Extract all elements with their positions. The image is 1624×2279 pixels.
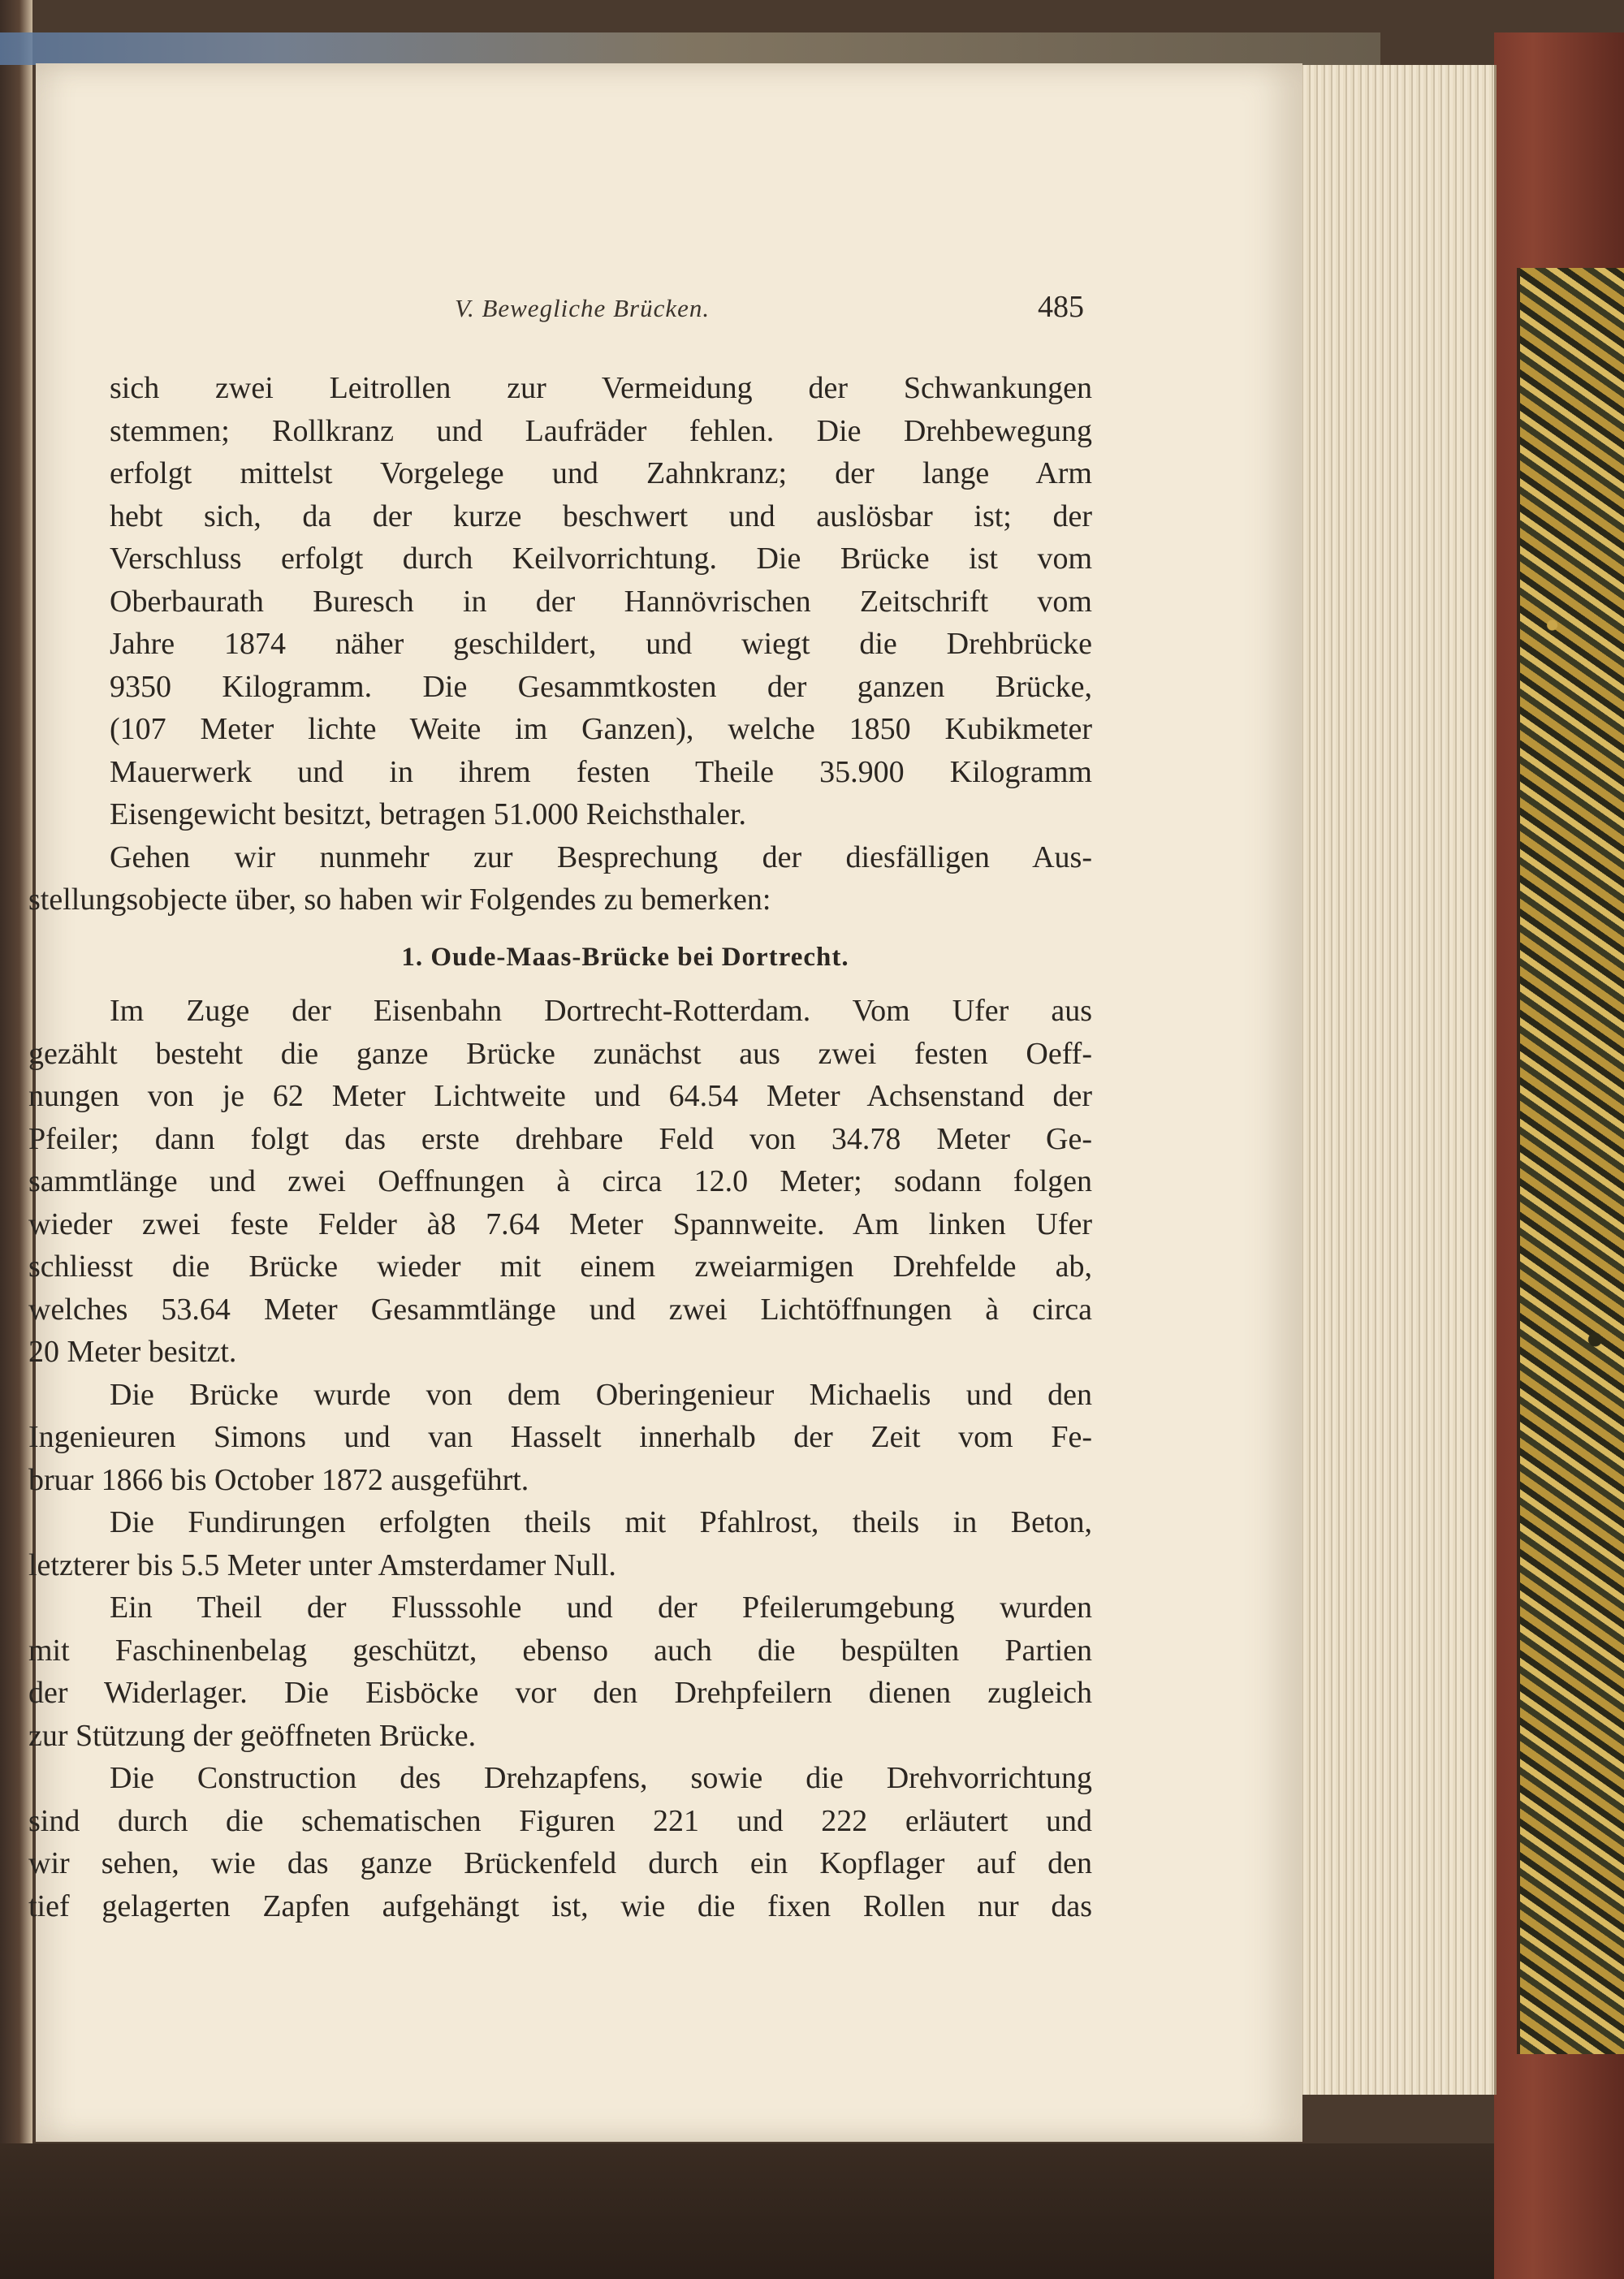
text-line: stellungsobjecte über, so haben wir Folgendes zu bemerken: <box>28 883 771 917</box>
text-line: nungen von je 62 Meter Lichtweite und 64.54 Meter Achsenstand der <box>28 1079 1092 1113</box>
text-line: tief gelagerten Zapfen aufgehängt ist, wie die fixen Rollen nur das <box>28 1888 1092 1923</box>
text-line: Gehen wir nunmehr zur Besprechung der diesfälligen Aus- <box>110 840 1092 874</box>
text-line: 20 Meter besitzt. <box>28 1335 237 1369</box>
text-line: sammtlänge und zwei Oeffnungen à circa 12.0 Meter; sodann folgen <box>28 1164 1092 1198</box>
text-line: erfolgt mittelst Vorgelege und Zahnkranz; der lange Arm <box>110 456 1092 490</box>
text-line: gezählt besteht die ganze Brücke zunächst aus zwei festen Oeff- <box>28 1036 1092 1071</box>
text-line: hebt sich, da der kurze beschwert und auslösbar ist; der <box>110 499 1092 533</box>
marbled-endpaper <box>1517 268 1624 2054</box>
body-text <box>28 367 1092 1927</box>
page-number: 485 <box>1038 290 1084 324</box>
text-line: bruar 1866 bis October 1872 ausgeführt. <box>28 1462 529 1497</box>
text-line: sind durch die schematischen Figuren 221 und 222 erläutert und <box>28 1803 1092 1838</box>
text-line: Pfeiler; dann folgt das erste drehbare Feld von 34.78 Meter Ge- <box>28 1121 1092 1156</box>
text-line: schliesst die Brücke wieder mit einem zweiarmigen Drehfelde ab, <box>28 1250 1092 1284</box>
text-line: Ingenieuren Simons und van Hasselt innerhalb der Zeit vom Fe- <box>28 1420 1092 1454</box>
section-heading: 1. Oude-Maas-Brücke bei Dortrecht. <box>401 942 849 972</box>
text-line: Oberbaurath Buresch in der Hannövrischen Zeitschrift vom <box>110 584 1092 619</box>
text-line: wir sehen, wie das ganze Brückenfeld durch ein Kopflager auf den <box>28 1846 1092 1880</box>
text-line: Die Fundirungen erfolgten theils mit Pfahlrost, theils in Beton, <box>110 1505 1092 1539</box>
text-line: zur Stützung der geöffneten Brücke. <box>28 1718 477 1753</box>
text-line: (107 Meter lichte Weite im Ganzen), welche 1850 Kubikmeter <box>110 712 1092 746</box>
left-binding <box>0 0 32 2279</box>
text-line: Die Construction des Drehzapfens, sowie die Drehvorrichtung <box>110 1761 1092 1795</box>
text-line: Die Brücke wurde von dem Oberingenieur Michaelis und den <box>110 1377 1092 1412</box>
bottom-shadow <box>0 2143 1494 2279</box>
text-line: wieder zwei feste Felder à8 7.64 Meter Spannweite. Am linken Ufer <box>28 1206 1092 1241</box>
text-line: welches 53.64 Meter Gesammtlänge und zwei Lichtöffnungen à circa <box>28 1292 1092 1327</box>
text-line: 9350 Kilogramm. Die Gesammtkosten der ganzen Brücke, <box>110 669 1092 704</box>
running-title: V. Bewegliche Brücken. <box>455 294 710 322</box>
text-line: der Widerlager. Die Eisböcke vor den Drehpfeilern dienen zugleich <box>28 1676 1092 1710</box>
text-line: letzterer bis 5.5 Meter unter Amsterdamer Null. <box>28 1547 616 1582</box>
text-line: Jahre 1874 näher geschildert, und wiegt die Drehbrücke <box>110 627 1092 661</box>
text-line: Im Zuge der Eisenbahn Dortrecht-Rotterdam. Vom Ufer aus <box>110 994 1092 1028</box>
text-line: mit Faschinenbelag geschützt, ebenso auch die bespülten Partien <box>28 1633 1092 1668</box>
text-line: Eisengewicht besitzt, betragen 51.000 Reichsthaler. <box>110 797 747 831</box>
book-spine-top <box>0 32 1380 65</box>
text-line: Mauerwerk und in ihrem festen Theile 35.900 Kilogramm <box>110 754 1092 789</box>
text-line: stemmen; Rollkranz und Laufräder fehlen. Die Drehbewegung <box>110 413 1092 448</box>
text-line: sich zwei Leitrollen zur Vermeidung der Schwankungen <box>110 371 1092 405</box>
page-stack-edge <box>1299 65 1497 2095</box>
text-line: Ein Theil der Flusssohle und der Pfeilerumgebung wurden <box>110 1591 1092 1625</box>
text-line: Verschluss erfolgt durch Keilvorrichtung. Die Brücke ist vom <box>110 542 1092 576</box>
